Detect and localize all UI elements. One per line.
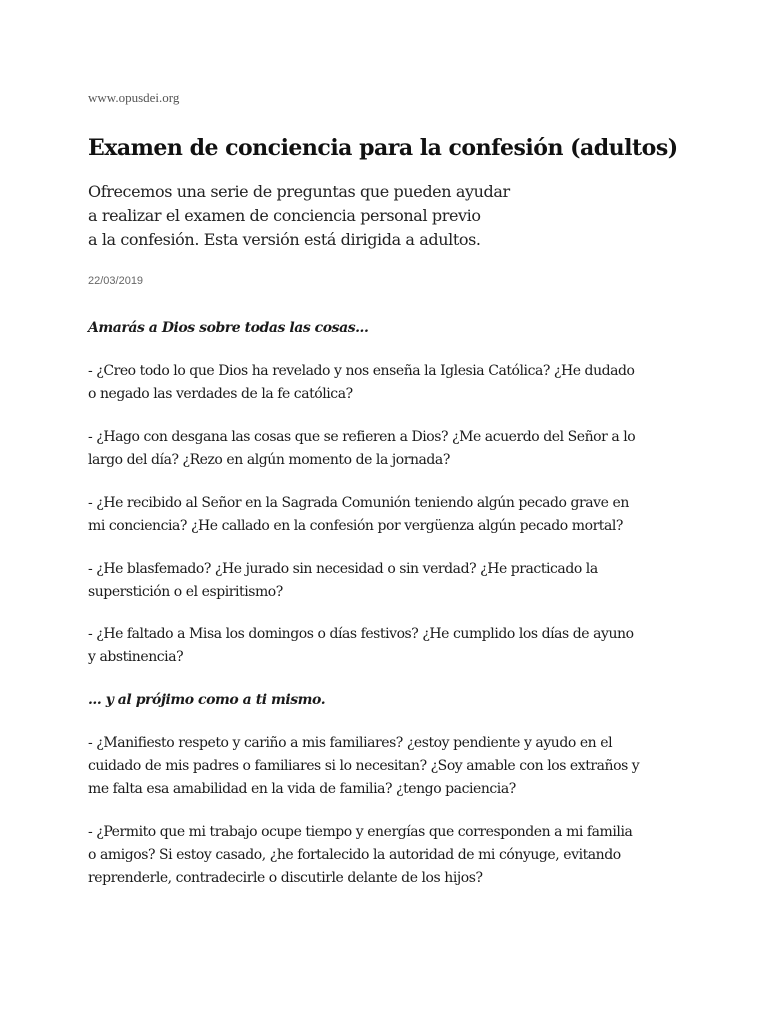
subtitle-line: a la confesión. Esta versión está dirigida a adultos.	[88, 230, 481, 249]
subtitle	[88, 180, 538, 252]
paragraph	[88, 426, 688, 472]
paragraph	[88, 732, 688, 801]
subtitle-line: a realizar el examen de conciencia personal previo	[88, 206, 481, 225]
section-heading-god: Amarás a Dios sobre todas las cosas...	[88, 320, 369, 336]
paragraph-line: - ¿Manifiesto respeto y cariño a mis familiares? ¿estoy pendiente y ayudo en el	[88, 735, 613, 751]
paragraph-line: - ¿He blasfemado? ¿He jurado sin necesidad o sin verdad? ¿He practicado la	[88, 561, 598, 577]
paragraph-line: largo del día? ¿Rezo en algún momento de la jornada?	[88, 452, 450, 468]
source-url: www.opusdei.org	[88, 90, 180, 105]
paragraph-line: - ¿Creo todo lo que Dios ha revelado y nos enseña la Iglesia Católica? ¿He dudado	[88, 363, 635, 379]
paragraph-line: mi conciencia? ¿He callado en la confesión por vergüenza algún pecado mortal?	[88, 518, 623, 534]
page-title: Examen de conciencia para la confesión (adultos)	[88, 135, 678, 161]
publish-date: 22/03/2019	[88, 275, 144, 287]
paragraph-line: - ¿He faltado a Misa los domingos o días festivos? ¿He cumplido los días de ayuno	[88, 626, 634, 642]
paragraph	[88, 623, 688, 669]
paragraph-line: o negado las verdades de la fe católica?	[88, 386, 353, 402]
paragraph-line: - ¿Hago con desgana las cosas que se refieren a Dios? ¿Me acuerdo del Señor a lo	[88, 429, 636, 445]
paragraph	[88, 558, 688, 604]
paragraph-line: me falta esa amabilidad en la vida de familia? ¿tengo paciencia?	[88, 781, 516, 797]
paragraph	[88, 492, 688, 538]
paragraph	[88, 360, 688, 406]
paragraph-line: o amigos? Si estoy casado, ¿he fortalecido la autoridad de mi cónyuge, evitando	[88, 847, 621, 863]
paragraph-line: - ¿Permito que mi trabajo ocupe tiempo y energías que corresponden a mi familia	[88, 824, 633, 840]
paragraph-line: - ¿He recibido al Señor en la Sagrada Comunión teniendo algún pecado grave en	[88, 495, 629, 511]
paragraph-line: cuidado de mis padres o familiares si lo necesitan? ¿Soy amable con los extraños y	[88, 758, 640, 774]
subtitle-line: Ofrecemos una serie de preguntas que pueden ayudar	[88, 182, 510, 201]
section-heading-neighbor: ... y al prójimo como a ti mismo.	[88, 692, 326, 708]
paragraph-line: reprenderle, contradecirle o discutirle delante de los hijos?	[88, 870, 483, 886]
paragraph	[88, 821, 688, 890]
paragraph-line: y abstinencia?	[88, 649, 184, 665]
paragraph-line: superstición o el espiritismo?	[88, 584, 283, 600]
